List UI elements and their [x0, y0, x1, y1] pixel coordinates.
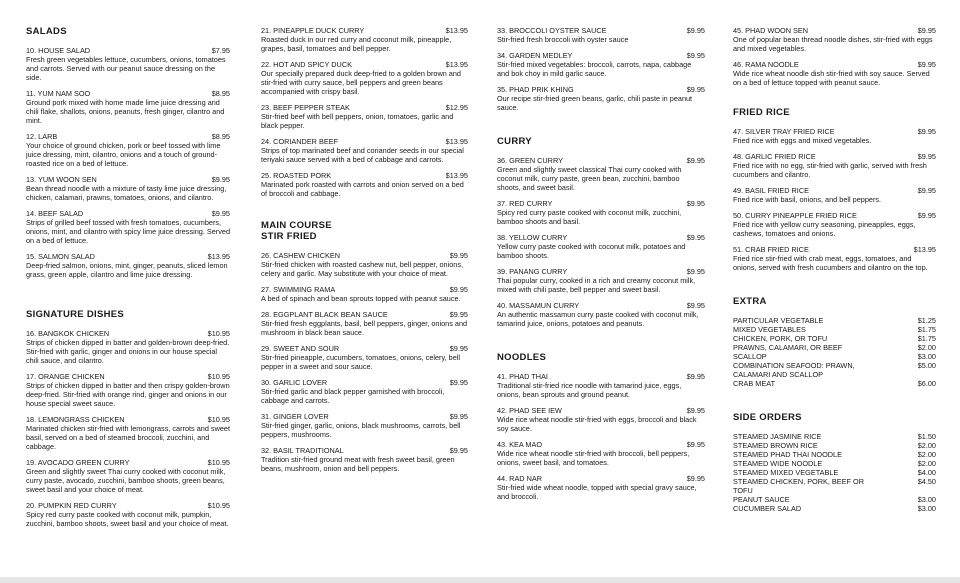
- menu-item-description: Strips of chicken dipped in batter and golden-brown deep-fried. Stir-fried with garlic, ginger and onions in our house special chili sauce, and cilantro.: [26, 338, 230, 365]
- menu-item-header: [261, 251, 468, 260]
- menu-item-price: $9.95: [686, 85, 705, 94]
- menu-item: [497, 474, 705, 501]
- menu-item-price: $10.95: [207, 372, 230, 381]
- menu-section: [733, 412, 936, 513]
- menu-item-price: $9.95: [686, 440, 705, 449]
- price-list-row: [733, 334, 936, 343]
- price-list-name: STEAMED JASMINE RICE: [733, 432, 822, 441]
- menu-item-price: $9.95: [686, 267, 705, 276]
- menu-item-name: 49. BASIL FRIED RICE: [733, 186, 809, 195]
- menu-item-header: [26, 175, 230, 184]
- menu-item-description: Fried rice with no egg, stir-fried with garlic, served with fresh cucumbers and cilantro.: [733, 161, 927, 179]
- price-list-name: CHICKEN, PORK, OR TOFU: [733, 334, 828, 343]
- menu-item-name: 28. EGGPLANT BLACK BEAN SAUCE: [261, 310, 388, 319]
- price-list-row: [733, 379, 936, 388]
- menu-item: [497, 372, 705, 399]
- menu-item-header: [26, 458, 230, 467]
- menu-item-price: $9.95: [686, 26, 705, 35]
- menu-item-description: Fried rice with eggs and mixed vegetables.: [733, 136, 872, 145]
- menu-item: [261, 412, 468, 439]
- menu-item-name: 20. PUMPKIN RED CURRY: [26, 501, 117, 510]
- price-list-name: PRAWNS, CALAMARI, OR BEEF: [733, 343, 843, 352]
- menu-item-header: [733, 211, 936, 220]
- menu-item: [733, 127, 936, 145]
- menu-item-description: Tradition stir-fried ground meat with fresh sweet basil, green beans, mushroom, onion and bell peppers.: [261, 455, 455, 473]
- menu-item-header: [261, 310, 468, 319]
- menu-item: [26, 46, 230, 82]
- menu-item-description: A bed of spinach and bean sprouts topped with peanut sauce.: [261, 294, 461, 303]
- price-list-row: [733, 316, 936, 325]
- menu-item-description: Fried rice with yellow curry seasoning, pineapples, eggs, cashews, tomatoes and onions.: [733, 220, 916, 238]
- menu-item-description: Fried rice with basil, onions, and bell peppers.: [733, 195, 882, 204]
- menu-item-header: [497, 406, 705, 415]
- menu-item-description: Stir-fried fresh broccoli with oyster sauce: [497, 35, 629, 44]
- menu-item-name: 41. PHAD THAI: [497, 372, 548, 381]
- menu-item-description: Stir-fried mixed vegetables: broccoli, carrots, napa, cabbage and bok choy in mild garlic sauce.: [497, 60, 692, 78]
- menu-item-name: 50. CURRY PINEAPPLE FRIED RICE: [733, 211, 857, 220]
- menu-section: [26, 309, 230, 528]
- menu-item: [733, 60, 936, 87]
- menu-item-header: [733, 127, 936, 136]
- price-list-price: $4.50: [917, 477, 936, 486]
- menu-item-price: $9.95: [686, 51, 705, 60]
- menu-item-description: Deep-fried salmon, onions, mint, ginger, peanuts, sliced lemon grass, green apple, cilantro and lime juice dressing.: [26, 261, 228, 279]
- menu-item-header: [497, 301, 705, 310]
- menu-item-price: $9.95: [917, 26, 936, 35]
- menu-item-name: 46. RAMA NOODLE: [733, 60, 799, 69]
- menu-item-price: $8.95: [211, 132, 230, 141]
- menu-item: [261, 26, 468, 53]
- menu-item-price: $8.95: [211, 89, 230, 98]
- menu-item-name: 15. SALMON SALAD: [26, 252, 95, 261]
- menu-item-header: [497, 156, 705, 165]
- section-title: EXTRA: [733, 296, 767, 307]
- menu-item-price: $10.95: [207, 501, 230, 510]
- section-title: CURRY: [497, 136, 532, 147]
- menu-item-description: Spicy red curry paste cooked with coconut milk, zucchini, bamboo shoots and basil.: [497, 208, 682, 226]
- menu-item-description: Stir-fried beef with bell peppers, onion, tomatoes, garlic and black pepper.: [261, 112, 454, 130]
- menu-item-price: $9.95: [449, 285, 468, 294]
- price-list-row: [733, 477, 936, 495]
- price-list-row: [733, 459, 936, 468]
- menu-item-description: Stir-fried fresh eggplants, basil, bell peppers, ginger, onions and mushroom in black bean sauce.: [261, 319, 468, 337]
- menu-item-header: [26, 89, 230, 98]
- bottom-edge: [0, 577, 960, 583]
- menu-item-header: [733, 26, 936, 35]
- menu-section: [733, 107, 936, 272]
- menu-item: [26, 252, 230, 279]
- price-list-name: STEAMED MIXED VEGETABLE: [733, 468, 839, 477]
- menu-item-description: Strips of chicken dipped in batter and then crispy golden-brown deep-fried. Stir-fried with orange rind, ginger and onions in our house special sweet sauce.: [26, 381, 230, 408]
- menu-item-description: Stir-fried pineapple, cucumbers, tomatoes, onions, celery, bell pepper in a sweet and sour sauce.: [261, 353, 461, 371]
- menu-item-name: 37. RED CURRY: [497, 199, 553, 208]
- price-list-name: CRAB MEAT: [733, 379, 776, 388]
- menu-item-description: Wide rice wheat noodle dish stir-fried with soy sauce. Served on a bed of lettuce topped with peanut sauce.: [733, 69, 930, 87]
- menu-item-description: Fresh green vegetables lettuce, cucumbers, onions, tomatoes and carrots. Served with our peanut sauce dressing on the side.: [26, 55, 226, 82]
- menu-item-name: 40. MASSAMUN CURRY: [497, 301, 580, 310]
- menu-item-name: 13. YUM WOON SEN: [26, 175, 97, 184]
- menu-item-price: $9.95: [917, 127, 936, 136]
- menu-item: [26, 89, 230, 125]
- menu-item-name: 45. PHAD WOON SEN: [733, 26, 809, 35]
- menu-item-price: $10.95: [207, 458, 230, 467]
- price-list-price: $3.00: [917, 352, 936, 361]
- menu-item: [26, 132, 230, 168]
- section-title: SIDE ORDERS: [733, 412, 802, 423]
- menu-section: [261, 26, 468, 198]
- menu-item-description: Green and slightly sweet Thai curry cooked with coconut milk, curry paste, avocado, zucchini, bamboo shoots, green beans, sweet basil and your choice of meat.: [26, 467, 226, 494]
- menu-item-header: [497, 440, 705, 449]
- menu-item-header: [26, 372, 230, 381]
- menu-item-name: 18. LEMONGRASS CHICKEN: [26, 415, 125, 424]
- menu-item: [26, 458, 230, 494]
- menu-item: [733, 245, 936, 272]
- menu-section: [497, 136, 705, 328]
- menu-item-name: 36. GREEN CURRY: [497, 156, 563, 165]
- price-list-name: CUCUMBER SALAD: [733, 504, 802, 513]
- price-list-row: [733, 441, 936, 450]
- menu-item: [261, 137, 468, 164]
- menu-item-name: 29. SWEET AND SOUR: [261, 344, 340, 353]
- menu-item: [733, 26, 936, 53]
- menu-item-price: $9.95: [449, 251, 468, 260]
- menu-item: [261, 378, 468, 405]
- menu-item-name: 21. PINEAPPLE DUCK CURRY: [261, 26, 365, 35]
- menu-item: [26, 209, 230, 245]
- menu-item-price: $9.95: [211, 175, 230, 184]
- price-list-row: [733, 343, 936, 352]
- menu-item: [26, 501, 230, 528]
- price-list-price: $2.00: [917, 343, 936, 352]
- price-list-row: [733, 352, 936, 361]
- price-list-name: STEAMED CHICKEN, PORK, BEEF OR TOFU: [733, 477, 864, 495]
- menu-item-header: [497, 199, 705, 208]
- menu-item-name: 25. ROASTED PORK: [261, 171, 332, 180]
- menu-item-header: [261, 412, 468, 421]
- menu-item-name: 39. PANANG CURRY: [497, 267, 568, 276]
- menu-item-price: $9.95: [449, 378, 468, 387]
- menu-item-header: [497, 372, 705, 381]
- menu-item-header: [26, 415, 230, 424]
- menu-section: [497, 352, 705, 501]
- menu-item-price: $9.95: [449, 344, 468, 353]
- menu-item-name: 17. ORANGE CHICKEN: [26, 372, 105, 381]
- menu-item-name: 43. KEA MAO: [497, 440, 543, 449]
- menu-item-name: 33. BROCCOLI OYSTER SAUCE: [497, 26, 607, 35]
- menu-item: [497, 440, 705, 467]
- menu-section: [497, 26, 705, 112]
- price-list-price: $1.75: [917, 325, 936, 334]
- menu-item-price: $13.95: [445, 171, 468, 180]
- menu-item-header: [261, 285, 468, 294]
- menu-item-header: [497, 474, 705, 483]
- menu-item-price: $13.95: [445, 60, 468, 69]
- menu-item-price: $9.95: [686, 406, 705, 415]
- menu-item: [26, 175, 230, 202]
- price-list-price: $1.75: [917, 334, 936, 343]
- menu-item-header: [261, 103, 468, 112]
- menu-item: [733, 152, 936, 179]
- menu-item-header: [497, 51, 705, 60]
- menu-item: [497, 199, 705, 226]
- menu-item-header: [261, 446, 468, 455]
- menu-item: [261, 310, 468, 337]
- menu-item-header: [26, 46, 230, 55]
- menu-item-description: Stir-fried chicken with roasted cashew nut, bell pepper, onions, celery and garlic. May substitute with your choice of meat.: [261, 260, 463, 278]
- menu-item-name: 31. GINGER LOVER: [261, 412, 329, 421]
- price-list-name: STEAMED WIDE NOODLE: [733, 459, 823, 468]
- menu-item: [26, 415, 230, 451]
- menu-item: [261, 344, 468, 371]
- menu-item-header: [733, 60, 936, 69]
- menu-item-price: $13.95: [445, 137, 468, 146]
- menu-item-description: Strips of grilled beef tossed with fresh tomatoes, cucumbers, onions, mint, and cilantro with spicy lime juice dressing. Served on a bed of lettuce.: [26, 218, 230, 245]
- price-list-row: [733, 450, 936, 459]
- menu-item-description: Wide rice wheat noodle stir-fried with broccoli, bell peppers, onions, sweet basil, and tomatoes.: [497, 449, 690, 467]
- menu-item-description: Fried rice stir-fried with crab meat, eggs, tomatoes, and onions, served with fresh cucumbers and cilantro on the top.: [733, 254, 928, 272]
- menu-item-description: Marinated chicken stir-fried with lemongrass, carrots and sweet basil, served on a bed of steamed broccoli, zucchini, and cabbage.: [26, 424, 230, 451]
- menu-item-name: 11. YUM NAM SOO: [26, 89, 91, 98]
- menu-item-header: [497, 85, 705, 94]
- menu-item-name: 51. CRAB FRIED RICE: [733, 245, 809, 254]
- menu-item-header: [26, 252, 230, 261]
- menu-item-header: [497, 233, 705, 242]
- menu-item-header: [26, 209, 230, 218]
- price-list-name: PEANUT SAUCE: [733, 495, 790, 504]
- menu-item-name: 12. LARB: [26, 132, 58, 141]
- menu-column-3: [496, 0, 732, 583]
- menu-item-description: Marinated pork roasted with carrots and onion served on a bed of broccoli and cabbage.: [261, 180, 464, 198]
- menu-item-description: Wide rice wheat noodle stir-fried with eggs, broccoli and black soy sauce.: [497, 415, 697, 433]
- menu-item-price: $9.95: [686, 474, 705, 483]
- menu-item-name: 30. GARLIC LOVER: [261, 378, 328, 387]
- menu-item-price: $9.95: [686, 199, 705, 208]
- menu-item-name: 10. HOUSE SALAD: [26, 46, 91, 55]
- price-list-name: STEAMED PHAD THAI NOODLE: [733, 450, 842, 459]
- section-title: MAIN COURSE STIR FRIED: [261, 220, 332, 242]
- menu-item-price: $9.95: [917, 152, 936, 161]
- menu-section: [733, 296, 936, 388]
- menu-item-name: 22. HOT AND SPICY DUCK: [261, 60, 352, 69]
- price-list-name: COMBINATION SEAFOOD: PRAWN, CALAMARI AND SCALLOP: [733, 361, 855, 379]
- menu-item-price: $9.95: [686, 233, 705, 242]
- menu-item: [26, 372, 230, 408]
- price-list-name: SCALLOP: [733, 352, 767, 361]
- menu-item-price: $9.95: [449, 412, 468, 421]
- price-list-price: $2.00: [917, 441, 936, 450]
- menu-item-price: $9.95: [686, 372, 705, 381]
- menu-item-price: $9.95: [449, 310, 468, 319]
- menu-item-description: Roasted duck in our red curry and coconut milk, pineapple, grapes, basil, tomatoes and bell pepper.: [261, 35, 452, 53]
- menu-item: [261, 446, 468, 473]
- menu-item-name: 35. PHAD PRIK KHING: [497, 85, 574, 94]
- menu-item: [497, 26, 705, 44]
- menu-item-header: [26, 132, 230, 141]
- menu-item-price: $9.95: [686, 301, 705, 310]
- menu-item-header: [497, 26, 705, 35]
- menu-item-description: Stir-fried garlic and black pepper garnished with broccoli, cabbage and carrots.: [261, 387, 445, 405]
- price-list-name: STEAMED BROWN RICE: [733, 441, 818, 450]
- menu-item-name: 48. GARLIC FRIED RICE: [733, 152, 816, 161]
- menu-item: [733, 211, 936, 238]
- section-title: FRIED RICE: [733, 107, 790, 118]
- menu-column-2: [260, 0, 496, 583]
- menu-item: [261, 103, 468, 130]
- price-list-row: [733, 495, 936, 504]
- menu-item-header: [261, 26, 468, 35]
- menu-item-name: 44. RAD NAR: [497, 474, 543, 483]
- menu-item-description: Your choice of ground chicken, pork or beef tossed with lime juice dressing, mint, cilantro, onions and a touch of ground-roasted rice on a bed of lettuce.: [26, 141, 221, 168]
- menu-item: [261, 171, 468, 198]
- price-list-row: [733, 432, 936, 441]
- menu-item-name: 34. GARDEN MEDLEY: [497, 51, 573, 60]
- menu-item-description: Bean thread noodle with a mixture of tasty lime juice dressing, chicken, calamari, prawns, tomatoes, onions, and cilantro.: [26, 184, 227, 202]
- menu-item-description: Our specially prepared duck deep-fried to a golden brown and stir-fried with curry sauce, bell peppers and green beans accompanied with crispy basil.: [261, 69, 461, 96]
- price-list-price: $5.00: [917, 361, 936, 370]
- menu-item-description: Thai popular curry, cooked in a rich and creamy coconut milk, mixed with chili paste, bell pepper and sweet basil.: [497, 276, 696, 294]
- menu-item-description: Spicy red curry paste cooked with coconut milk, pumpkin, zucchini, bamboo shoots, sweet basil and your choice of meat.: [26, 510, 229, 528]
- menu-item: [261, 251, 468, 278]
- menu-item-price: $9.95: [917, 186, 936, 195]
- price-list-row: [733, 361, 936, 379]
- menu-item-price: $13.95: [207, 252, 230, 261]
- menu-section: [261, 220, 468, 473]
- menu-item-name: 26. CASHEW CHICKEN: [261, 251, 341, 260]
- menu-item-header: [26, 329, 230, 338]
- menu-item: [497, 406, 705, 433]
- price-list-name: MIXED VEGETABLES: [733, 325, 806, 334]
- price-list-price: $2.00: [917, 459, 936, 468]
- menu-item: [733, 186, 936, 204]
- price-list-row: [733, 504, 936, 513]
- menu-column-1: [0, 0, 260, 583]
- menu-item-name: 27. SWIMMING RAMA: [261, 285, 336, 294]
- price-list-price: $3.00: [917, 495, 936, 504]
- menu-item-price: $9.95: [686, 156, 705, 165]
- price-list-price: $4.00: [917, 468, 936, 477]
- menu-item: [26, 329, 230, 365]
- menu-item-header: [26, 501, 230, 510]
- menu-item: [497, 85, 705, 112]
- price-list-price: $3.00: [917, 504, 936, 513]
- menu-item-price: $10.95: [207, 415, 230, 424]
- menu-item-description: Traditional stir-fried rice noodle with tamarind juice, eggs, onions, bean sprouts and ground peanut.: [497, 381, 682, 399]
- section-title: NOODLES: [497, 352, 547, 363]
- menu-item-description: Stir-fried wide wheat noodle, topped with special gravy sauce, and broccoli.: [497, 483, 697, 501]
- menu-column-4: [732, 0, 960, 583]
- menu-item-description: Green and slightly sweet classical Thai curry cooked with coconut milk, curry paste, green bean, zucchini, bamboo shoots, and sweet basil.: [497, 165, 682, 192]
- price-list-price: $2.00: [917, 450, 936, 459]
- price-list-row: [733, 468, 936, 477]
- price-list-price: $6.00: [917, 379, 936, 388]
- menu-item: [261, 285, 468, 303]
- menu-item-header: [733, 186, 936, 195]
- menu-item-description: An authentic massamun curry paste cooked with coconut milk, tamarind juice, onions, potatoes and peanuts.: [497, 310, 699, 328]
- menu-item-price: $9.95: [211, 209, 230, 218]
- menu-item-description: Strips of top marinated beef and coriander seeds in our special teriyaki sauce served with a bed of cabbage and carrots.: [261, 146, 464, 164]
- menu-item-description: Our recipe stir-fried green beans, garlic, chili paste in peanut sauce.: [497, 94, 693, 112]
- menu-item-price: $9.95: [917, 60, 936, 69]
- menu-item: [497, 267, 705, 294]
- menu-item-header: [261, 60, 468, 69]
- price-list-price: $1.50: [917, 432, 936, 441]
- price-list-row: [733, 325, 936, 334]
- menu-section: [733, 26, 936, 87]
- menu-item-name: 16. BANGKOK CHICKEN: [26, 329, 110, 338]
- menu-item: [497, 233, 705, 260]
- menu-item-price: $12.95: [445, 103, 468, 112]
- price-list-price: $1.25: [917, 316, 936, 325]
- menu-item-price: $10.95: [207, 329, 230, 338]
- menu-item-name: 32. BASIL TRADITIONAL: [261, 446, 344, 455]
- menu-item-description: Ground pork mixed with home made lime juice dressing and chili flake, shallots, onions, peanuts, fresh ginger, cilantro and mint.: [26, 98, 225, 125]
- menu-item-header: [261, 137, 468, 146]
- menu-item-header: [497, 267, 705, 276]
- menu-item-name: 38. YELLOW CURRY: [497, 233, 568, 242]
- menu-item-name: 24. CORIANDER BEEF: [261, 137, 339, 146]
- menu-item-price: $9.95: [449, 446, 468, 455]
- menu-item: [261, 60, 468, 96]
- menu-item-description: One of popular bean thread noodle dishes, stir-fried with eggs and mixed vegetables.: [733, 35, 933, 53]
- menu-item-price: $13.95: [445, 26, 468, 35]
- menu-item-description: Yellow curry paste cooked with coconut milk, potatoes and bamboo shoots.: [497, 242, 686, 260]
- menu-item-price: $13.95: [913, 245, 936, 254]
- menu-item: [497, 156, 705, 192]
- menu-item-header: [733, 245, 936, 254]
- menu-item-name: 19. AVOCADO GREEN CURRY: [26, 458, 130, 467]
- menu-item-price: $7.95: [211, 46, 230, 55]
- menu-item: [497, 301, 705, 328]
- menu-item-price: $9.95: [917, 211, 936, 220]
- menu-item-description: Stir-fried ginger, garlic, onions, black mushrooms, carrots, bell peppers, mushrooms.: [261, 421, 461, 439]
- menu-section: [26, 26, 230, 279]
- section-title: SALADS: [26, 26, 67, 37]
- price-list-name: PARTICULAR VEGETABLE: [733, 316, 824, 325]
- menu-item-header: [261, 344, 468, 353]
- menu-item: [497, 51, 705, 78]
- menu-item-name: 23. BEEF PEPPER STEAK: [261, 103, 350, 112]
- menu-item-header: [261, 378, 468, 387]
- menu-item-header: [733, 152, 936, 161]
- section-title: SIGNATURE DISHES: [26, 309, 125, 320]
- menu-item-name: 14. BEEF SALAD: [26, 209, 84, 218]
- menu-item-name: 42. PHAD SEE IEW: [497, 406, 562, 415]
- menu-item-header: [261, 171, 468, 180]
- menu-item-name: 47. SILVER TRAY FRIED RICE: [733, 127, 835, 136]
